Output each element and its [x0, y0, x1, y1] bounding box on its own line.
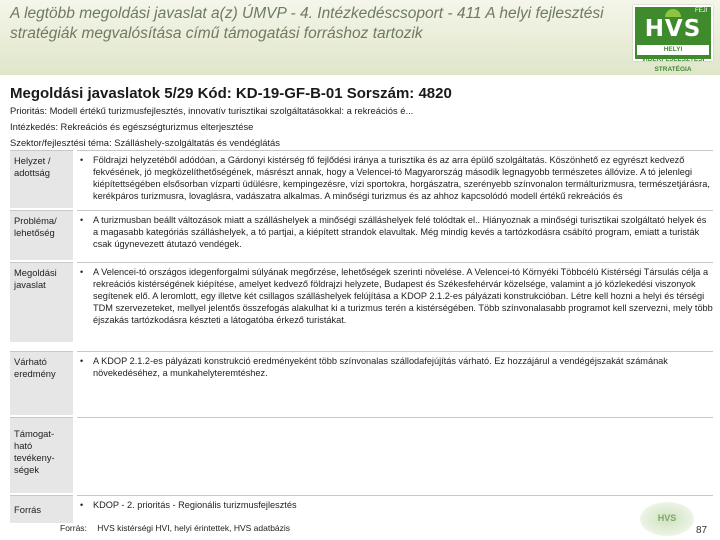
list-item-text: Földrajzi helyzetéből adódóan, a Gárdonyi kistérség fő fejlődési iránya a turisztika és az arra épülő szolgáltatás. Köszönhető ez egyrészt kedvező fekvésének, jó megközelíthetőségének, másrészt annak, hogy a Velencei-tó Magyarország második legnagyobb természetes állóvize. A tó jelenlegi kiépítettségében elsősorban vízparti üdülésre, kempingezésre, vízi sportokra, horgászatra, szerényebb színvonalon termálturizmusra, természetjárásra, kerékpáros turizmusra, lovaglásra, vadászatra alkalmas. A minőségi turizmus és az ahhoz kapcsolódó modell értékű rekreációs és	[93, 155, 710, 201]
row-label-megoldasi: Megoldási javaslat	[10, 262, 73, 342]
row-content-tamogathato	[77, 417, 713, 493]
meta-intezkedes: Intézkedés: Rekreációs és egészségturizmus elterjesztése	[10, 121, 254, 132]
list-item	[77, 496, 713, 511]
list-item-text: KDOP - 2. prioritás - Regionális turizmusfejlesztés	[93, 500, 297, 510]
footer-label: Forrás:	[60, 523, 87, 533]
list-item	[77, 211, 713, 250]
bullet-icon: •	[80, 356, 84, 366]
bullet-icon: •	[80, 215, 84, 225]
row-label-varhato: Várható eredmény	[10, 351, 73, 415]
row-content-forras	[77, 495, 713, 523]
footer-text: HVS kistérségi HVI, helyi érintettek, HVS adatbázis	[97, 523, 291, 533]
meta-prioritas: Prioritás: Modell értékű turizmusfejlesztés, innovatív turisztikai szolgáltatásokkal: a rekreációs é...	[10, 105, 414, 116]
list-item	[77, 263, 713, 326]
logo-top-text: FEJI	[695, 8, 708, 14]
logo-text: HVS	[644, 16, 702, 42]
meta-szektor: Szektor/fejlesztési téma: Szálláshely-szolgáltatás és vendéglátás	[10, 137, 280, 148]
page-number: 87	[696, 525, 708, 536]
row-content-problema	[77, 210, 713, 260]
list-item-text: A turizmusban beállt változások miatt a szálláshelyek a minőségi szálláshelyek felé tolódtak el.. Hiányoznak a minőségi turisztikai szolgáltató helyek és a magasabb kategóriás szálláshelyek, a tó partjai, a kiépített strandok elavultak. Még mindig kevés a tartózkodásra csábító program, emiatt a turisták csak úgynevezett átutazó vendégek.	[93, 215, 707, 249]
bullet-icon: •	[80, 267, 84, 277]
hvs-logo	[633, 5, 713, 73]
bullet-icon: •	[80, 500, 84, 510]
row-label-helyzet: Helyzet / adottság	[10, 150, 73, 208]
row-label-problema: Probléma/ lehetőség	[10, 210, 73, 260]
header-banner	[0, 0, 720, 75]
footer-logo	[640, 502, 694, 536]
row-content-varhato	[77, 351, 713, 415]
list-item-text: A Velencei-tó országos idegenforgalmi súlyának megőrzése, lehetőségek szerinti növelése. A Velencei-tó Környéki Többcélú Kistérségi Társulás célja a rekreációs kistérségének kiépítése, amelyet kedvező földrajzi helyzete, Budapest és Székesfehérvár közelsége, valamint a jó közlekedési viszonyok segítenek elő. A leromlott, egy illetve két csillagos szálláshelyek felújítása a KDOP 2.1.2-es pályázati konstrukcióban. Létre kell hozni a helyi és térségi TDM szervezeteket, mellyel jelentős összefogás alakulhat ki a turizmus terén a kistérségében. Több színvonalasabb programot kell szervezni, mely több éjszakás tartózkodásra készteti a látogatóba érkező turistákat.	[93, 267, 713, 325]
list-item	[77, 352, 713, 379]
list-item-text: A KDOP 2.1.2-es pályázati konstrukció eredményeként több színvonalas szállodafejújítás várható. Ez hozzájárul a vendégéjszakát számának növekedéséhez, a munkahelyteremtéshez.	[93, 356, 668, 378]
bullet-icon: •	[80, 155, 84, 165]
footer-source	[60, 523, 290, 533]
list-item	[77, 151, 713, 202]
logo-subtitle: HELYI VIDÉKFEJLESZTÉSI STRATÉGIA	[637, 45, 709, 55]
row-content-megoldasi	[77, 262, 713, 342]
header-title: A legtöbb megoldási javaslat a(z) ÚMVP - 4. Intézkedéscsoport - 411 A helyi fejlesztési stratégiák megvalósítása című támogatási forráshoz tartozik	[10, 5, 604, 42]
footer-logo-text: HVS	[657, 513, 677, 523]
row-label-tamogathato: Támogat-ható tevékeny-ségek	[10, 417, 73, 493]
section-title: Megoldási javaslatok 5/29 Kód: KD-19-GF-B-01 Sorszám: 4820	[10, 85, 452, 102]
row-content-helyzet	[77, 150, 713, 208]
row-label-forras: Forrás	[10, 495, 73, 523]
